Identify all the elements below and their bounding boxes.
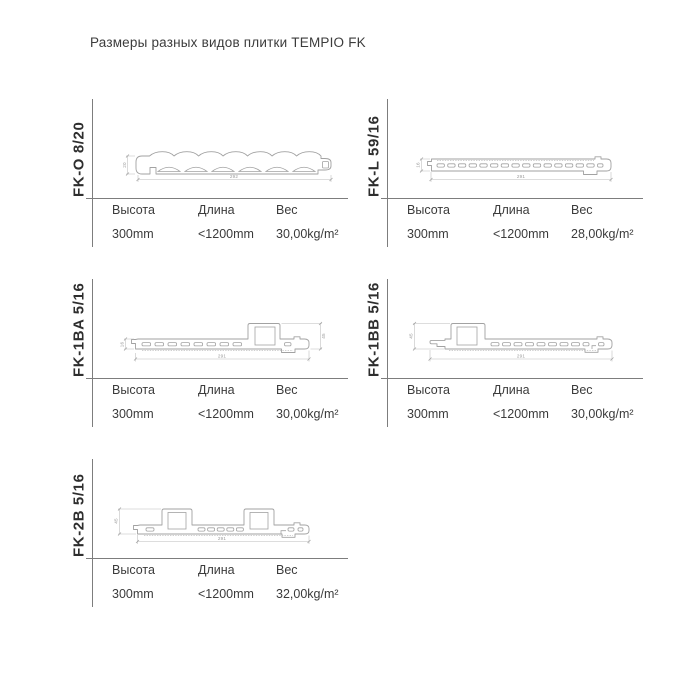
value-weight: 30,00kg/m² bbox=[276, 407, 339, 421]
section-vertical-rule bbox=[92, 99, 93, 247]
hollow-chambers bbox=[491, 343, 604, 346]
section-fk-1bb-5-16 bbox=[359, 275, 651, 427]
width-dimension: 291 bbox=[516, 174, 526, 179]
spec-table bbox=[407, 203, 639, 242]
spec-table bbox=[407, 383, 639, 422]
section-horizontal-rule bbox=[86, 198, 348, 199]
profile-cross-section-drawing bbox=[98, 125, 346, 195]
section-horizontal-rule bbox=[381, 198, 643, 199]
value-length: <1200mm bbox=[198, 227, 254, 241]
thickness-dimension: 16 bbox=[415, 162, 421, 168]
value-length: <1200mm bbox=[198, 407, 254, 421]
width-dimension: 291 bbox=[516, 353, 526, 359]
thickness-dimension: 16 bbox=[119, 341, 125, 348]
section-horizontal-rule bbox=[381, 378, 643, 379]
profile-code-label: FK-O 8/20 bbox=[70, 121, 88, 197]
col-header-length: Длина bbox=[493, 203, 530, 217]
col-header-height: Высота bbox=[112, 383, 155, 397]
value-height: 300mm bbox=[407, 227, 449, 241]
section-fk-2b-5-16 bbox=[64, 455, 356, 607]
value-weight: 32,00kg/m² bbox=[276, 587, 339, 601]
col-header-weight: Вес bbox=[276, 203, 298, 217]
section-fk-o-8-20 bbox=[64, 95, 356, 247]
hollow-chambers bbox=[146, 528, 303, 531]
section-horizontal-rule bbox=[86, 558, 348, 559]
value-weight: 30,00kg/m² bbox=[276, 227, 339, 241]
col-header-weight: Вес bbox=[571, 203, 593, 217]
section-vertical-rule bbox=[387, 99, 388, 247]
section-vertical-rule bbox=[387, 279, 388, 427]
section-vertical-rule bbox=[92, 279, 93, 427]
width-dimension: 291 bbox=[217, 536, 227, 541]
col-header-height: Высота bbox=[112, 563, 155, 577]
section-horizontal-rule bbox=[86, 378, 348, 379]
value-length: <1200mm bbox=[198, 587, 254, 601]
profile-cross-section-drawing bbox=[98, 305, 346, 375]
value-height: 300mm bbox=[112, 407, 154, 421]
profile-code-label: FK-1BB 5/16 bbox=[365, 282, 383, 377]
profile-cross-section-drawing bbox=[401, 125, 649, 195]
col-header-length: Длина bbox=[493, 383, 530, 397]
col-header-length: Длина bbox=[198, 563, 235, 577]
width-dimension: 291 bbox=[217, 353, 227, 359]
profile-cross-section-drawing bbox=[98, 485, 346, 555]
value-height: 300mm bbox=[112, 227, 154, 241]
section-fk-1ba-5-16 bbox=[64, 275, 356, 427]
value-length: <1200mm bbox=[493, 407, 549, 421]
page-title: Размеры разных видов плитки TEMPIO FK bbox=[90, 35, 366, 50]
hollow-chambers bbox=[437, 164, 603, 167]
total-height-dimension: 45 bbox=[321, 333, 326, 339]
width-dimension: 292 bbox=[229, 174, 239, 179]
total-height-dimension: 45 bbox=[113, 518, 119, 524]
value-length: <1200mm bbox=[493, 227, 549, 241]
section-vertical-rule bbox=[92, 459, 93, 607]
profile-code-label: FK-1BA 5/16 bbox=[70, 282, 88, 377]
value-weight: 28,00kg/m² bbox=[571, 227, 634, 241]
total-height-dimension: 45 bbox=[408, 333, 414, 339]
col-header-height: Высота bbox=[407, 203, 450, 217]
value-height: 300mm bbox=[407, 407, 449, 421]
col-header-length: Длина bbox=[198, 383, 235, 397]
col-header-height: Высота bbox=[407, 383, 450, 397]
col-header-length: Длина bbox=[198, 203, 235, 217]
thickness-dimension: 20 bbox=[122, 162, 127, 168]
spec-table bbox=[112, 203, 344, 242]
value-weight: 30,00kg/m² bbox=[571, 407, 634, 421]
value-height: 300mm bbox=[112, 587, 154, 601]
section-fk-l-59-16 bbox=[359, 95, 651, 247]
spec-table bbox=[112, 563, 344, 602]
col-header-weight: Вес bbox=[276, 383, 298, 397]
hollow-chambers bbox=[142, 343, 291, 346]
col-header-weight: Вес bbox=[571, 383, 593, 397]
spec-table bbox=[112, 383, 344, 422]
col-header-weight: Вес bbox=[276, 563, 298, 577]
profile-code-label: FK-2B 5/16 bbox=[70, 473, 88, 557]
col-header-height: Высота bbox=[112, 203, 155, 217]
profile-code-label: FK-L 59/16 bbox=[365, 115, 383, 197]
profile-cross-section-drawing bbox=[401, 305, 649, 375]
